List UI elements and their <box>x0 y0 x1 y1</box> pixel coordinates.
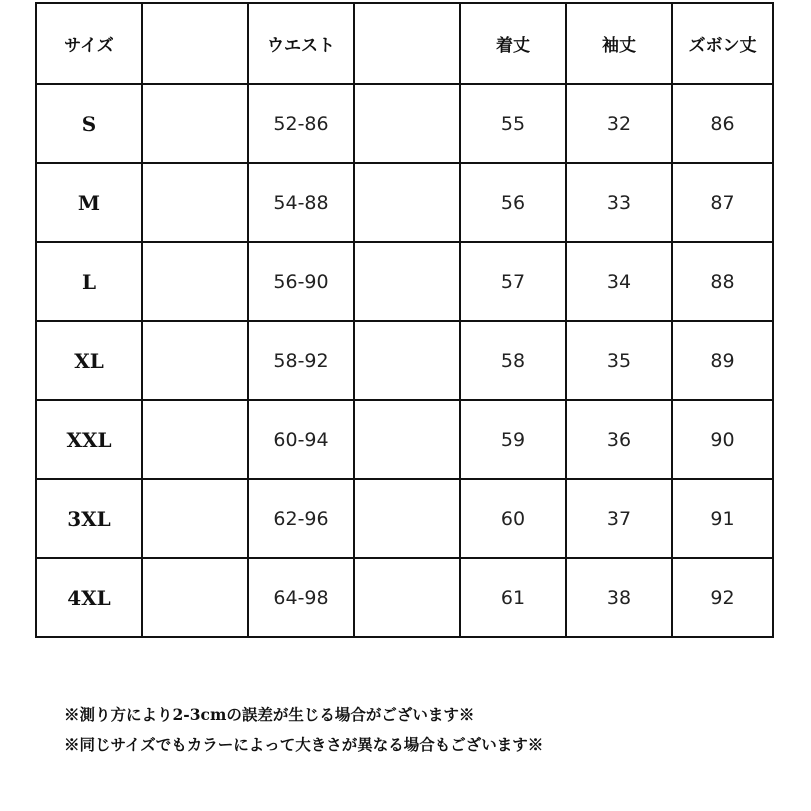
length-cell: 55 <box>460 84 566 163</box>
length-cell: 60 <box>460 479 566 558</box>
blank-cell <box>354 84 460 163</box>
table-row <box>36 242 773 321</box>
header-row <box>36 3 773 84</box>
pants-cell: 88 <box>672 242 773 321</box>
size-cell: XL <box>36 321 142 400</box>
sleeve-cell: 37 <box>566 479 672 558</box>
blank-cell <box>354 400 460 479</box>
waist-cell: 60-94 <box>248 400 354 479</box>
size-cell: XXL <box>36 400 142 479</box>
pants-cell: 87 <box>672 163 773 242</box>
length-cell: 58 <box>460 321 566 400</box>
size-cell: 3XL <box>36 479 142 558</box>
sleeve-cell: 38 <box>566 558 672 637</box>
waist-cell: 54-88 <box>248 163 354 242</box>
size-cell: 4XL <box>36 558 142 637</box>
sleeve-cell: 35 <box>566 321 672 400</box>
header-sleeve: 袖丈 <box>566 3 672 84</box>
waist-cell: 62-96 <box>248 479 354 558</box>
blank-cell <box>142 84 248 163</box>
table-row <box>36 321 773 400</box>
blank-cell <box>142 321 248 400</box>
blank-cell <box>354 558 460 637</box>
table-row <box>36 479 773 558</box>
note-color-size-difference: ※同じサイズでもカラーによって大きさが異なる場合もございます※ <box>64 735 544 754</box>
length-cell: 56 <box>460 163 566 242</box>
waist-cell: 52-86 <box>248 84 354 163</box>
blank-cell <box>354 242 460 321</box>
blank-cell <box>354 321 460 400</box>
table-row <box>36 163 773 242</box>
size-chart-table <box>35 2 774 638</box>
note-measurement-error: ※測り方により2-3cmの誤差が生じる場合がございます※ <box>64 705 475 724</box>
header-blank-2 <box>354 3 460 84</box>
waist-cell: 58-92 <box>248 321 354 400</box>
table-row <box>36 84 773 163</box>
pants-cell: 91 <box>672 479 773 558</box>
waist-cell: 56-90 <box>248 242 354 321</box>
blank-cell <box>354 163 460 242</box>
blank-cell <box>142 558 248 637</box>
size-cell: M <box>36 163 142 242</box>
blank-cell <box>142 163 248 242</box>
sleeve-cell: 34 <box>566 242 672 321</box>
sleeve-cell: 36 <box>566 400 672 479</box>
length-cell: 59 <box>460 400 566 479</box>
blank-cell <box>142 479 248 558</box>
notes <box>64 700 784 760</box>
pants-cell: 90 <box>672 400 773 479</box>
size-cell: L <box>36 242 142 321</box>
blank-cell <box>142 400 248 479</box>
waist-cell: 64-98 <box>248 558 354 637</box>
length-cell: 57 <box>460 242 566 321</box>
sleeve-cell: 33 <box>566 163 672 242</box>
header-waist: ウエスト <box>248 3 354 84</box>
header-blank-1 <box>142 3 248 84</box>
header-length: 着丈 <box>460 3 566 84</box>
blank-cell <box>142 242 248 321</box>
header-pants-length: ズボン丈 <box>672 3 773 84</box>
pants-cell: 89 <box>672 321 773 400</box>
size-cell: S <box>36 84 142 163</box>
blank-cell <box>354 479 460 558</box>
pants-cell: 92 <box>672 558 773 637</box>
header-size: サイズ <box>36 3 142 84</box>
table-row <box>36 558 773 637</box>
length-cell: 61 <box>460 558 566 637</box>
table-row <box>36 400 773 479</box>
sleeve-cell: 32 <box>566 84 672 163</box>
pants-cell: 86 <box>672 84 773 163</box>
